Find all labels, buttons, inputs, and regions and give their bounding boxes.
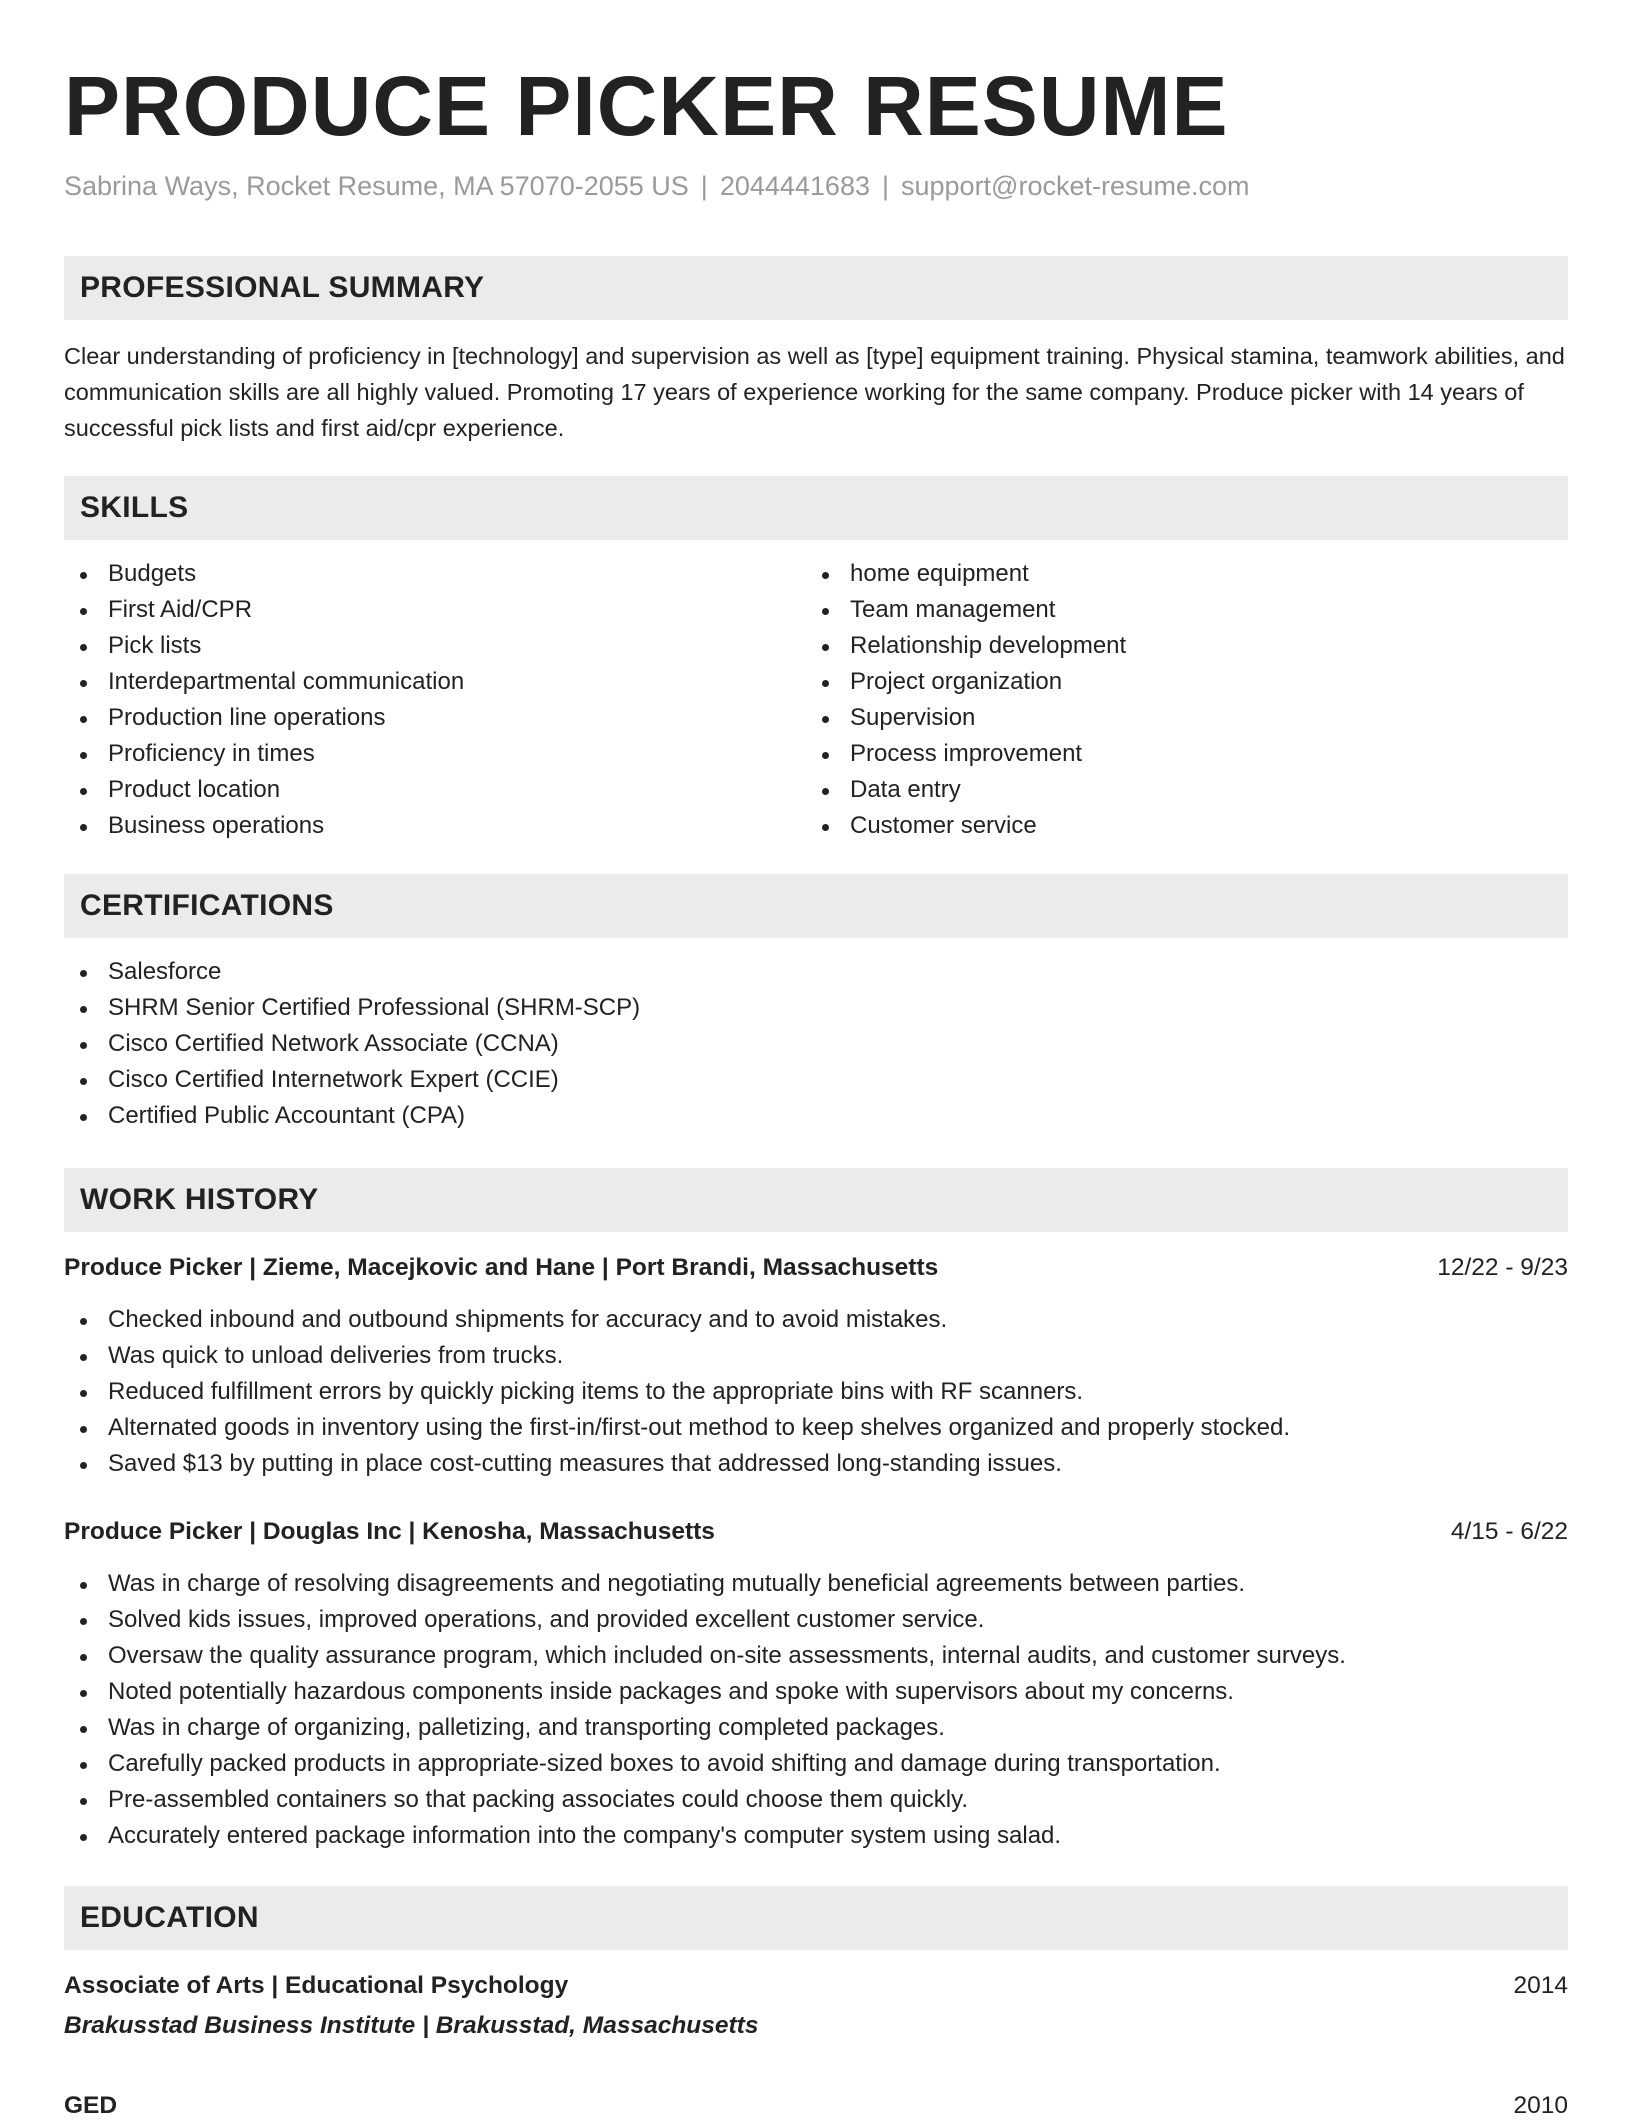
skill-item: Process improvement: [806, 736, 1548, 772]
job-dates: 4/15 - 6/22: [1450, 1518, 1568, 1545]
skills-grid: [64, 556, 1568, 844]
skill-item: Business operations: [64, 808, 806, 844]
job-bullet: Noted potentially hazardous components inside packages and spoke with supervisors about my concerns.: [64, 1674, 1568, 1710]
job-bullet: Oversaw the quality assurance program, which included on-site assessments, internal audits, and customer surveys.: [64, 1638, 1568, 1674]
section-heading-summary: PROFESSIONAL SUMMARY: [64, 256, 1568, 320]
education-year: 2014: [1513, 1972, 1568, 1999]
education-degree: GED: [64, 2092, 118, 2119]
job-header: [64, 1514, 1568, 1550]
job-bullets: [64, 1566, 1568, 1854]
section-heading-certifications: CERTIFICATIONS: [64, 874, 1568, 938]
skill-item: Interdepartmental communication: [64, 664, 806, 700]
job-bullet: Was quick to unload deliveries from trucks.: [64, 1338, 1568, 1374]
contact-address: Sabrina Ways, Rocket Resume, MA 57070-2055 US: [64, 171, 689, 201]
contact-email: support@rocket-resume.com: [901, 171, 1250, 201]
skill-item: home equipment: [806, 556, 1548, 592]
skill-item: Pick lists: [64, 628, 806, 664]
education-header: [64, 1968, 1568, 2004]
certification-item: SHRM Senior Certified Professional (SHRM-SCP): [64, 990, 1568, 1026]
section-heading-skills: SKILLS: [64, 476, 1568, 540]
job-bullets: [64, 1302, 1568, 1482]
certifications-list: [64, 954, 1568, 1134]
certification-item: Cisco Certified Internetwork Expert (CCIE): [64, 1062, 1568, 1098]
skill-item: Relationship development: [806, 628, 1548, 664]
skill-item: Production line operations: [64, 700, 806, 736]
job-title: Produce Picker | Douglas Inc | Kenosha, Massachusetts: [64, 1518, 715, 1545]
job-bullet: Alternated goods in inventory using the first-in/first-out method to keep shelves organized and properly stocked.: [64, 1410, 1568, 1446]
education-institution: Brakusstad Business Institute | Brakusstad, Massachusetts: [64, 2012, 759, 2039]
contact-line: [64, 168, 1568, 204]
job-bullet: Carefully packed products in appropriate-sized boxes to avoid shifting and damage during transportation.: [64, 1746, 1568, 1782]
job-bullet: Checked inbound and outbound shipments for accuracy and to avoid mistakes.: [64, 1302, 1568, 1338]
contact-separator: |: [881, 171, 889, 201]
resume-title: PRODUCE PICKER RESUME: [64, 59, 1229, 153]
job-title: Produce Picker | Zieme, Macejkovic and Hane | Port Brandi, Massachusetts: [64, 1254, 939, 1281]
section-heading-work-history: WORK HISTORY: [64, 1168, 1568, 1232]
section-heading-education: EDUCATION: [64, 1886, 1568, 1950]
skill-item: First Aid/CPR: [64, 592, 806, 628]
job-bullet: Solved kids issues, improved operations, and provided excellent customer service.: [64, 1602, 1568, 1638]
certification-item: Cisco Certified Network Associate (CCNA): [64, 1026, 1568, 1062]
summary-text: Clear understanding of proficiency in [technology] and supervision as well as [type] equipment training. Physical stamina, teamwork abilities, and communication skills are all highly valued. Promoting 17 years of experience working for the same company. Produce picker with 14 years of successful pick lists and first aid/cpr experience.: [64, 343, 1565, 441]
skill-item: Proficiency in times: [64, 736, 806, 772]
skill-item: Customer service: [806, 808, 1548, 844]
contact-separator: |: [700, 171, 708, 201]
skill-item: Supervision: [806, 700, 1548, 736]
job-bullet: Was in charge of organizing, palletizing, and transporting completed packages.: [64, 1710, 1568, 1746]
education-degree: Associate of Arts | Educational Psychology: [64, 1972, 569, 1999]
education-year: 2010: [1513, 2092, 1568, 2119]
skill-item: Project organization: [806, 664, 1548, 700]
skill-item: Data entry: [806, 772, 1548, 808]
skill-item: Budgets: [64, 556, 806, 592]
job-dates: 12/22 - 9/23: [1437, 1254, 1568, 1281]
skill-item: Team management: [806, 592, 1548, 628]
job-bullet: Reduced fulfillment errors by quickly picking items to the appropriate bins with RF scanners.: [64, 1374, 1568, 1410]
job-bullet: Pre-assembled containers so that packing associates could choose them quickly.: [64, 1782, 1568, 1818]
education-header: [64, 2088, 1568, 2124]
job-bullet: Was in charge of resolving disagreements and negotiating mutually beneficial agreements between parties.: [64, 1566, 1568, 1602]
skill-item: Product location: [64, 772, 806, 808]
job-header: [64, 1250, 1568, 1286]
certification-item: Salesforce: [64, 954, 1568, 990]
job-bullet: Accurately entered package information into the company's computer system using salad.: [64, 1818, 1568, 1854]
certification-item: Certified Public Accountant (CPA): [64, 1098, 1568, 1134]
contact-phone: 2044441683: [719, 171, 870, 201]
skills-list-left: [64, 556, 806, 844]
job-bullet: Saved $13 by putting in place cost-cutting measures that addressed long-standing issues.: [64, 1446, 1568, 1482]
skills-list-right: [806, 556, 1548, 844]
